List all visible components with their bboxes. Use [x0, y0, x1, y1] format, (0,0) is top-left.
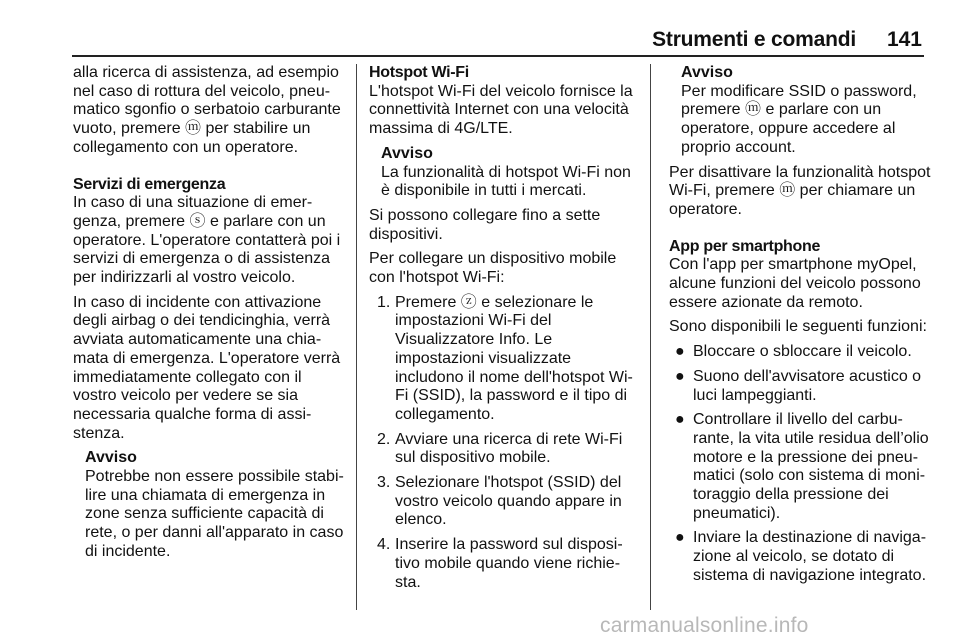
page-header [0, 0, 960, 60]
bullet-icon: ● [675, 343, 685, 361]
paragraph: In caso di incidente con attivazione degli airbag o dei tendicinghia, verrà avviata automaticamente una chiamata di emergenza. L'operatore verrà immediatamente collegato con il vostro veicolo per vedere se sia necessaria qualche forma di assistenza. [73, 293, 341, 442]
heading-smartphone-app: App per smartphone [669, 237, 821, 255]
list-item [369, 474, 637, 530]
step-text: Selezionare l'hotspot (SSID) del vostro veicolo quando appare in elenco. [395, 474, 622, 529]
paragraph: Per collegare un dispositivo mobile con l'hotspot Wi-Fi: [369, 250, 617, 287]
paragraph: alla ricerca di assistenza, ad esempio nel caso di rottura del veicolo, pneumatico sgonfio o serbatoio carburante vuoto, premere ⓜ per stabilire un collegamento con un operatore. [73, 64, 341, 156]
list-item [669, 368, 931, 405]
column-right [669, 64, 931, 592]
paragraph: Sono disponibili le seguenti funzioni: [669, 318, 927, 336]
heading-wifi-hotspot: Hotspot Wi-Fi [369, 64, 469, 81]
paragraph: L'hotspot Wi-Fi del veicolo fornisce la connettività Internet con una velocità massima di 4G/LTE. [369, 82, 633, 138]
step-number: 3. [377, 474, 391, 492]
features-list [669, 343, 931, 585]
column-middle [369, 64, 637, 598]
steps-list [369, 294, 637, 593]
column-left [73, 64, 349, 568]
list-item [369, 536, 637, 592]
bullet-icon: ● [675, 411, 685, 429]
list-item [669, 343, 931, 362]
bullet-text: Bloccare o sbloccare il veicolo. [693, 343, 912, 361]
bullet-text: Inviare la destinazione di navigazione al veicolo, se dotato di sistema di navigazione integrato. [693, 529, 927, 584]
list-item [669, 529, 931, 585]
note-box [681, 64, 931, 158]
bullet-text: Controllare il livello del carburante, la vita utile residua dell’olio motore e la pressione dei pneumatici (solo con sistema di monitoraggio della pressione dei pneumatici). [693, 411, 929, 522]
paragraph: Per disattivare la funzionalità hotspot Wi-Fi, premere ⓜ per chiamare un operatore. [669, 163, 931, 218]
list-item [669, 411, 931, 523]
page-number: 141 [886, 28, 922, 51]
step-number: 4. [377, 536, 391, 554]
note-text: Potrebbe non essere possibile stabilire una chiamata di emergenza in zone senza sufficiente capacità di rete, o per danni all'apparato in caso di incidente. [85, 468, 344, 560]
paragraph: Con l'app per smartphone myOpel, alcune funzioni del veicolo possono essere azionate da remoto. [669, 256, 921, 311]
list-item [369, 431, 637, 468]
section-title: Strumenti e comandi [652, 28, 856, 51]
header-divider [72, 55, 924, 57]
step-number: 1. [377, 293, 391, 311]
note-box [381, 145, 637, 201]
note-box [85, 449, 349, 561]
bullet-icon: ● [675, 367, 685, 385]
note-text: La funzionalità di hotspot Wi-Fi non è disponibile in tutti i mercati. [381, 163, 631, 200]
column-divider-2 [650, 64, 651, 610]
step-text: Inserire la password sul dispositivo mobile quando viene richiesta. [395, 536, 623, 591]
note-title: Avviso [681, 64, 733, 81]
step-text: Avviare una ricerca di rete Wi-Fi sul dispositivo mobile. [395, 430, 623, 467]
paragraph: Si possono collegare fino a sette dispositivi. [369, 206, 601, 243]
bullet-icon: ● [675, 529, 685, 547]
note-text: Per modificare SSID o password, premere ⓜ e parlare con un operatore, oppure accedere al proprio account. [681, 82, 917, 156]
paragraph: In caso di una situazione di emergenza, premere ⓢ e parlare con un operatore. L'operatore contatterà poi i servizi di emergenza o di assistenza per indirizzarli al vostro veicolo. [73, 194, 341, 287]
column-divider-1 [356, 64, 357, 610]
heading-emergency-services: Servizi di emergenza [73, 175, 226, 193]
note-title: Avviso [381, 144, 433, 162]
bullet-text: Suono dell'avvisatore acustico o luci lampeggianti. [693, 367, 922, 404]
list-item [369, 294, 637, 425]
step-number: 2. [377, 430, 391, 448]
note-title: Avviso [85, 449, 137, 467]
step-text: Premere ⓩ e selezionare le impostazioni Wi-Fi del Visualizzatore Info. Le impostazioni visualizzate includono il nome dell'hotspot Wi-Fi (SSID), la password e il tipo di collegamento. [395, 293, 633, 423]
watermark: carmanualsonline.info [600, 614, 809, 637]
